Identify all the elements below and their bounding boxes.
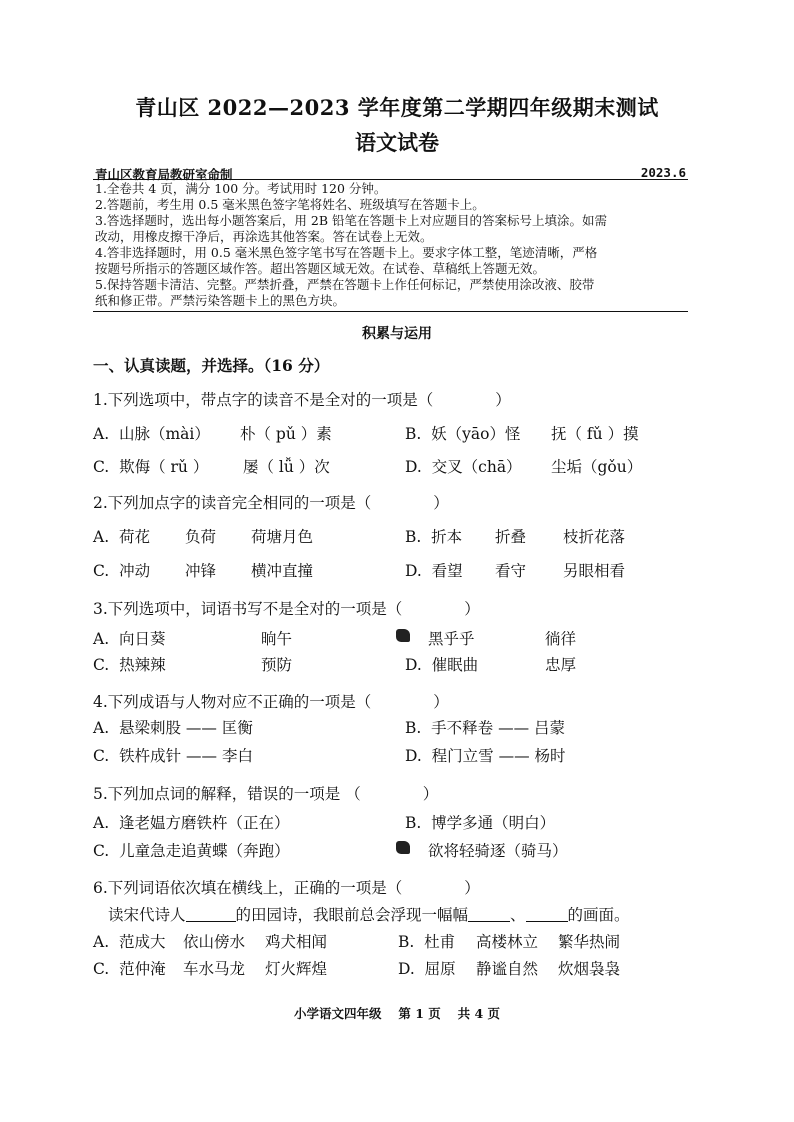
notice-line: 改动，用橡皮擦干净后，再涂选其他答案。答在试卷上无效。 [95,229,433,244]
q3-option-a-1: A. 向日葵 [93,630,166,648]
q6-option-c-2: 车水马龙 [183,960,246,978]
q6-option-c-3: 灯火辉煌 [265,960,328,978]
q4-option-b: B. 手不释卷 —— 吕蒙 [405,719,566,737]
question-4-stem: 4.下列成语与人物对应不正确的一项是（ ） [93,693,449,711]
question-1-row-ab [93,422,693,444]
q1-option-b-2: 抚（ fǔ ）摸 [551,425,639,443]
question-2-row-cd [93,559,693,581]
question-2-row-ab [93,525,693,547]
q5-option-d: 欲将轻骑逐（骑马） [428,842,568,860]
header-rule-top [93,179,688,180]
q6-sentence-part: 的田园诗，我眼前总会浮现一幅幅 [235,906,469,924]
q6-option-a-1: A. 范成大 [93,933,166,951]
q3-option-d-2: 忠厚 [545,656,577,674]
question-5-row-ab [93,811,693,833]
exam-subtitle: 语文试卷 [355,130,439,155]
ink-smudge-icon [396,629,410,642]
header-rule-bottom [93,311,688,312]
exam-title: 青山区 2022—2023 学年度第二学期四年级期末测试 [135,95,659,120]
ink-smudge-icon [396,841,410,854]
notice-line: 5.保持答题卡清洁、完整。严禁折叠，严禁在答题卡上作任何标记，严禁使用涂改液、胶带 [95,277,595,292]
q6-option-d-1: D. 屈原 [398,960,456,978]
q1-option-b-1: B. 妖（yāo）怪 [405,425,521,443]
q6-option-b-2: 高楼林立 [476,933,539,951]
notice-line: 2.答题前，考生用 0.5 毫米黑色签字笔将姓名、班级填写在答题卡上。 [95,197,485,212]
q2-option-b-1: B. 折本 [405,528,463,546]
q5-option-d-smudge [396,839,410,857]
q2-option-d-3: 另眼相看 [563,562,626,580]
q2-option-c-3: 横冲直撞 [251,562,314,580]
question-6-stem: 6.下列词语依次填在横线上，正确的一项是（ ） [93,879,480,897]
q1-option-a-2: 朴（ pǔ ）素 [240,425,332,443]
q2-option-a-3: 荷塘月色 [251,528,314,546]
question-6-sentence [108,903,630,925]
q4-option-c: C. 铁杵成针 —— 李白 [93,747,253,765]
q2-option-a-2: 负荷 [185,528,217,546]
q6-option-a-2: 依山傍水 [183,933,246,951]
notice-line: 纸和修正带。严禁污染答题卡上的黑色方块。 [95,293,346,308]
question-4-row-cd [93,744,693,766]
q2-option-a-1: A. 荷花 [93,528,150,546]
q3-option-b-smudge [396,627,410,645]
q3-option-d-1: D. 催眠曲 [405,656,479,674]
q2-option-b-2: 折叠 [495,528,527,546]
exam-notices [95,181,687,309]
q1-option-c-1: C. 欺侮（ rǔ ） [93,458,209,476]
q3-option-c-1: C. 热辣辣 [93,656,166,674]
question-6-row-ab [93,930,693,952]
q6-option-d-2: 静谧自然 [476,960,539,978]
q1-option-a-1: A. 山脉（mài） [93,425,210,443]
notice-line: 1.全卷共 4 页，满分 100 分。考试用时 120 分钟。 [95,181,387,196]
q5-option-c: C. 儿童急走追黄蝶（奔跑） [93,842,290,860]
q1-option-d-2: 尘垢（gǒu） [551,458,643,476]
q6-sentence-part: 的画面。 [567,906,630,924]
q6-option-b-3: 繁华热闹 [558,933,621,951]
q6-option-b-1: B. 杜甫 [398,933,456,951]
q5-option-b: B. 博学多通（明白） [405,814,556,832]
fill-blank [468,905,510,922]
question-3-stem: 3.下列选项中，词语书写不是全对的一项是（ ） [93,600,480,618]
q5-option-a: A. 逢老媪方磨铁杵（正在） [93,814,290,832]
q6-sentence-part: 、 [510,906,526,924]
fill-blank [526,905,568,922]
question-1-stem: 1.下列选项中，带点字的读音不是全对的一项是（ ） [93,391,511,409]
q4-option-d: D. 程门立雪 —— 杨时 [405,747,566,765]
q4-option-a: A. 悬梁刺股 —— 匡衡 [93,719,253,737]
q1-option-c-2: 屡（ lǚ ）次 [243,458,330,476]
exam-date: 2023.6 [640,165,686,180]
q6-option-a-3: 鸡犬相闻 [265,933,328,951]
q3-option-a-2: 晌午 [261,630,293,648]
q2-option-c-1: C. 冲动 [93,562,151,580]
page-footer: 小学语文四年级 第 1 页 共 4 页 [293,1006,500,1021]
q6-option-d-3: 炊烟袅袅 [558,960,621,978]
q2-option-d-2: 看守 [495,562,527,580]
section-title: 积累与运用 [362,326,432,342]
question-5-row-cd [93,839,693,861]
fill-blank [186,905,236,922]
part-title: 一、认真读题，并选择。（16 分） [93,356,330,375]
q6-option-c-1: C. 范仲淹 [93,960,166,978]
question-3-row-cd [93,653,693,675]
q2-option-b-3: 枝折花落 [563,528,626,546]
question-5-stem: 5.下列加点词的解释，错误的一项是 （ ） [93,785,439,803]
notice-line: 3.答选择题时，选出每小题答案后，用 2B 铅笔在答题卡上对应题目的答案标号上填涂。如需 [95,213,608,228]
question-1-row-cd [93,455,693,477]
question-4-row-ab [93,716,693,738]
question-6-row-cd [93,957,693,979]
issuer: 青山区教育局教研室命制 [95,167,233,182]
q3-option-c-2: 预防 [261,656,293,674]
question-3-row-ab [93,627,693,649]
q3-option-b-1: 黑乎乎 [428,630,475,648]
q6-sentence-part: 读宋代诗人 [108,906,186,924]
question-2-stem: 2.下列加点字的读音完全相同的一项是（ ） [93,494,449,512]
q3-option-b-2: 徜徉 [545,630,577,648]
notice-line: 按题号所指示的答题区域作答。超出答题区域无效。在试卷、草稿纸上答题无效。 [95,261,546,276]
q1-option-d-1: D. 交叉（chā） [405,458,522,476]
notice-line: 4.答非选择题时，用 0.5 毫米黑色签字笔书写在答题卡上。要求字体工整，笔迹清晰，严格 [95,245,598,260]
q2-option-d-1: D. 看望 [405,562,463,580]
q2-option-c-2: 冲锋 [185,562,217,580]
